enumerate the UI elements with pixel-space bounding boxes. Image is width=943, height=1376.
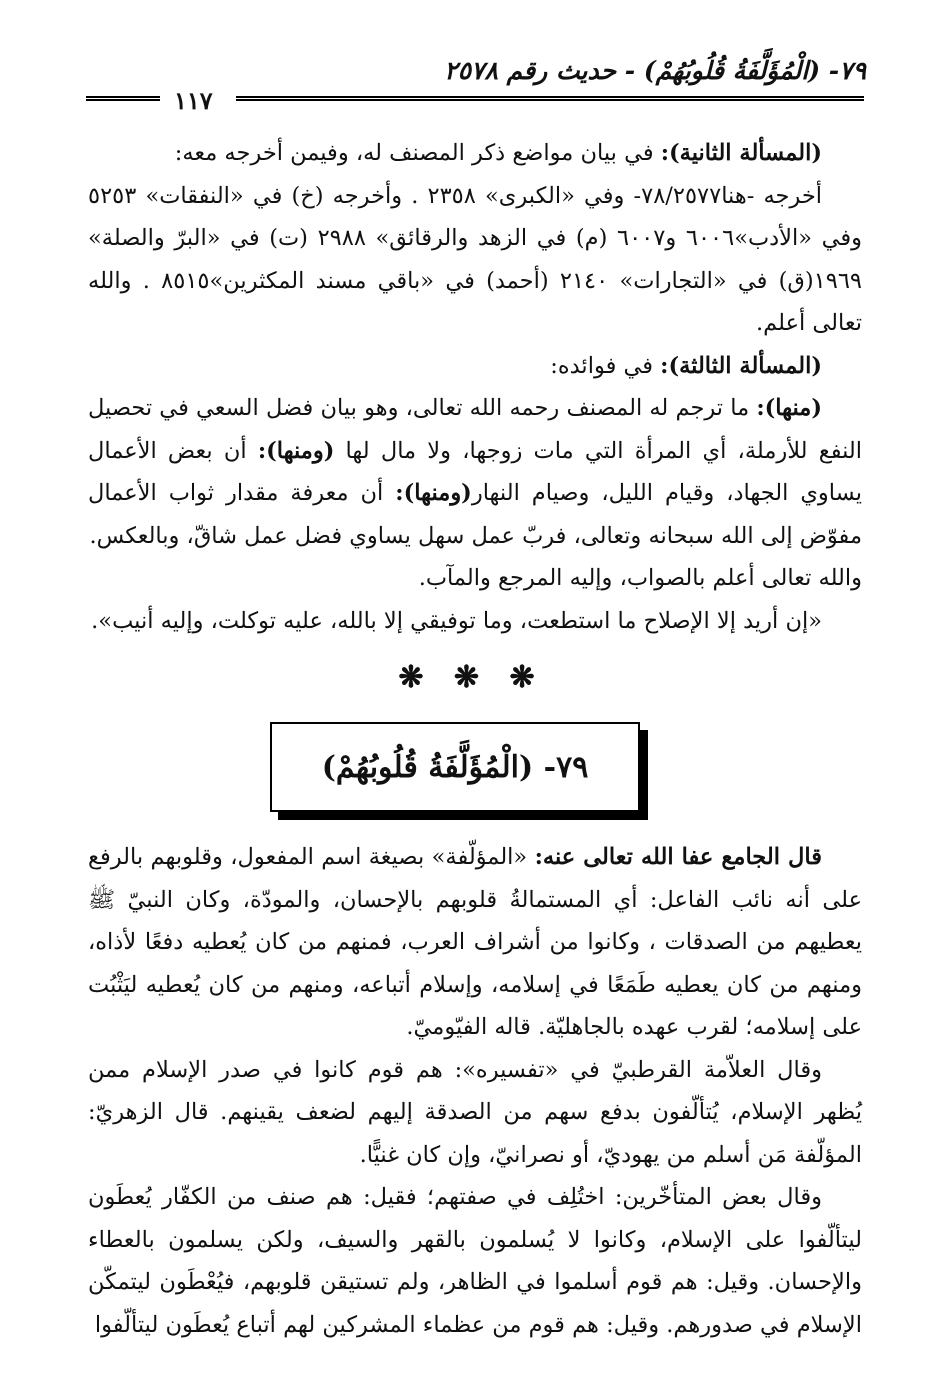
quran-quote: «إن أريد إلا الإصلاح ما استطعت، وما توفيقي إلا بالله، عليه توكلت، وإليه أنيب». <box>91 607 822 634</box>
chapter-paragraph-1 <box>88 836 862 1049</box>
benefit-label-2: (ومنها): <box>257 437 335 464</box>
benefit-text-1: ما ترجم له المصنف رحمه الله تعالى، وهو بيان فضل السعي في تحصيل النفع للأرملة، أي المرأة التي مات زوجها، ولا مال لها <box>88 395 862 464</box>
issue-three-label: (المسألة الثالثة): <box>660 352 822 379</box>
section-separator: ❋ ❋ ❋ <box>398 660 545 695</box>
benefit-text-3: أن معرفة مقدار ثواب الأعمال مفوّض إلى الله سبحانه وتعالى، فربّ عمل سهل يساوي فضل عمل شاقّ، وبالعكس. <box>88 480 862 549</box>
chapter-paragraph-1-text: «المؤلّفة» بصيغة اسم المفعول، وقلوبهم بالرفع على أنه نائب الفاعل: أي المستمالةُ قلوبهم بالإحسان، والمودّة، وكان النبيّ ﷺ يعطيهم من الصدقات ، وكانوا من أشراف العرب، فمنهم من كان يُعطيه دفعًا لأذاه، ومنهم من كان يعطيه طَمَعًا في إسلامه، وإسلام أتباعه، ومنهم من كان يُعطيه ليَثْبُت على إسلامه؛ لقرب عهده بالجاهليّة. قاله الفيّوميّ. <box>88 844 862 1040</box>
closing-line: والله تعالى أعلم بالصواب، وإليه المرجع والمآب. <box>418 565 862 591</box>
benefit-label-1: (منها): <box>756 395 822 421</box>
issue-two-label: (المسألة الثانية): <box>660 140 822 166</box>
issue-three-heading <box>88 345 862 388</box>
running-header <box>84 56 866 115</box>
chapter-title: ٧٩- (الْمُؤَلَّفَةُ قُلُوبُهُمْ) <box>321 749 589 785</box>
header-rule-long <box>236 96 864 101</box>
header-rule-short <box>86 96 160 101</box>
issue-two-heading <box>88 132 862 175</box>
page-number: ١١٧ <box>174 86 213 115</box>
benefits-paragraph <box>88 387 862 557</box>
takhrij-paragraph: أخرجه -هنا٧٨/٢٥٧٧- وفي «الكبرى» ٢٣٥٨ . وأخرجه (خ) في «النفقات» ٥٢٥٣ وفي «الأدب»٦٠٠٦ و٦٠٠٧ (م) في الزهد والرقائق» ٢٩٨٨ (ت) في «البرّ والصلة» ١٩٦٩(ق) في «التجارات» ٢١٤٠ (أحمد) في «باقي مسند المكثرين»٨٥١٥ . والله تعالى أعلم. <box>88 182 863 336</box>
section-chapter-body <box>88 836 862 1346</box>
header-title: ٧٩- (الْمُؤَلَّفَةُ قُلُوبُهُمْ) - حديث رقم ٢٥٧٨ <box>444 56 866 85</box>
benefit-text-2: أن بعض الأعمال يساوي الجهاد، وقيام الليل، وصيام النهار <box>88 437 862 506</box>
benefit-label-3: (ومنها): <box>395 480 472 506</box>
chapter-title-box <box>270 722 640 812</box>
issue-three-text: في فوائده: <box>550 352 661 379</box>
compiler-label: قال الجامع عفا الله تعالى عنه: <box>534 844 822 870</box>
issue-two-text: في بيان مواضع ذكر المصنف له، وفيمن أخرجه معه: <box>174 140 661 166</box>
chapter-paragraph-2: وقال العلاّمة القرطبيّ في «تفسيره»: هم قوم كانوا في صدر الإسلام ممن يُظهر الإسلام، يُتألّفون بدفع سهم من الصدقة إليهم لضعف يقينهم. قال الزهريّ: المؤلّفة مَن أسلم من يهوديّ، أو نصرانيّ، وإن كان غنيًّا. <box>88 1056 862 1168</box>
section-issues <box>88 132 862 642</box>
chapter-paragraph-3: وقال بعض المتأخّرين: اختُلِف في صفتهم؛ فقيل: هم صنف من الكفّار يُعطَون ليتألّفوا على الإسلام، وكانوا لا يُسلمون بالقهر والسيف، ولكن يسلمون بالعطاء والإحسان. وقيل: هم قوم أسلموا في الظاهر، ولم تستيقن قلوبهم، فيُعْطَون ليتمكّن الإسلام في صدورهم. وقيل: هم قوم من عظماء المشركين لهم أتباع يُعطَون ليتألّفوا <box>88 1184 862 1338</box>
